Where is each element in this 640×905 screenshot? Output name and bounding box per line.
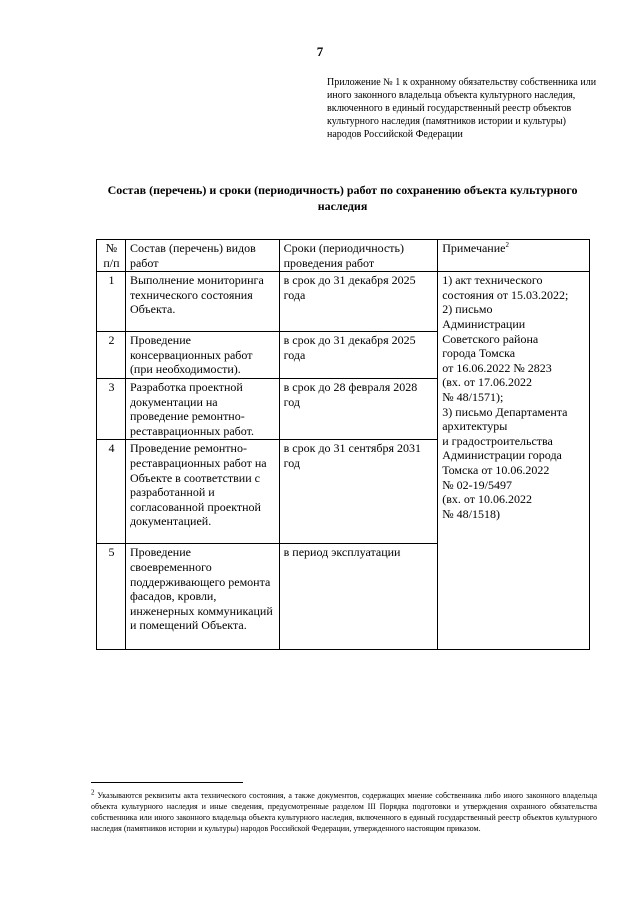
table-header-row — [97, 240, 590, 272]
row-term: в период эксплуатации — [279, 544, 438, 650]
row-term: в срок до 31 декабря 2025 года — [279, 272, 438, 332]
row-number: 1 — [97, 272, 126, 332]
table-row — [97, 272, 590, 332]
row-number: 3 — [97, 378, 126, 439]
row-work: Проведение консервационных работ (при необходимости). — [125, 332, 279, 379]
header-composition: Состав (перечень) видов работ — [125, 240, 279, 272]
row-work: Проведение своевременного поддерживающего ремонта фасадов, кровли, инженерных коммуникаций и помещений Объекта. — [125, 544, 279, 650]
document-title: Состав (перечень) и сроки (периодичность) работ по сохранению объекта культурного наследия — [107, 183, 578, 213]
row-term: в срок до 31 сентября 2031 год — [279, 440, 438, 544]
row-number: 5 — [97, 544, 126, 650]
row-work: Проведение ремонтно-реставрационных работ на Объекте в соответствии с разработанной и согласованной проектной документацией. — [125, 440, 279, 544]
row-term: в срок до 31 декабря 2025 года — [279, 332, 438, 379]
note-line: № 02-19/5497 — [442, 477, 513, 492]
header-number: № п/п — [97, 240, 126, 272]
page-number: 7 — [316, 44, 324, 59]
note-line: Советского района — [442, 331, 539, 346]
footnote — [91, 790, 597, 834]
note-line: города Томска — [442, 346, 516, 361]
appendix-note: Приложение № 1 к охранному обязательству собственника или иного законного владельца объекта культурного наследия, включенного в единый государственный реестр объектов культурного наследия (памятников истории и культуры) народов Российской Федерации — [327, 77, 597, 140]
note-line: (вх. от 10.06.2022 — [442, 492, 532, 507]
footnote-ref: 2 — [505, 241, 509, 249]
works-table — [96, 239, 590, 650]
note-line: состояния от 15.03.2022; — [442, 287, 569, 302]
note-line: (вх. от 17.06.2022 — [442, 375, 532, 390]
footnote-divider — [91, 782, 243, 783]
header-note — [438, 240, 590, 272]
note-line: Администрации — [442, 316, 526, 331]
note-line: от 16.06.2022 № 2823 — [442, 360, 552, 375]
note-line: архитектуры — [442, 419, 508, 434]
row-number: 2 — [97, 332, 126, 379]
note-line: 2) письмо — [442, 302, 493, 317]
note-line: Томска от 10.06.2022 — [442, 462, 550, 477]
note-line: Администрации города — [442, 448, 562, 463]
footnote-text: Указываются реквизиты акта технического состояния, а также документов, содержащих мнение собственника либо иного законного владельца объекта культурного наследия и иные сведения, предусмотренные разделом III Порядка подготовки и утверждения охранного обязательства собственника или иного законного владельца объекта культурного наследия, включенного в единый государственный реестр объектов культурного наследия (памятников истории и культуры) народов Российской Федерации, утвержденного настоящим приказом. — [91, 791, 598, 833]
note-line: 1) акт технического — [442, 273, 543, 288]
row-work: Выполнение мониторинга технического состояния Объекта. — [125, 272, 279, 332]
note-line: 3) письмо Департамента — [442, 404, 568, 419]
row-work: Разработка проектной документации на проведение ремонтно-реставрационных работ. — [125, 378, 279, 439]
row-term: в срок до 28 февраля 2028 год — [279, 378, 438, 439]
note-line: и градостроительства — [442, 433, 553, 448]
header-terms: Сроки (периодичность) проведения работ — [279, 240, 438, 272]
note-line: № 48/1571); — [442, 389, 504, 404]
footnote-marker: 2 — [91, 788, 95, 797]
note-cell — [438, 272, 590, 650]
row-number: 4 — [97, 440, 126, 544]
note-line: № 48/1518) — [442, 506, 501, 521]
header-note-label: Примечание — [442, 241, 506, 255]
